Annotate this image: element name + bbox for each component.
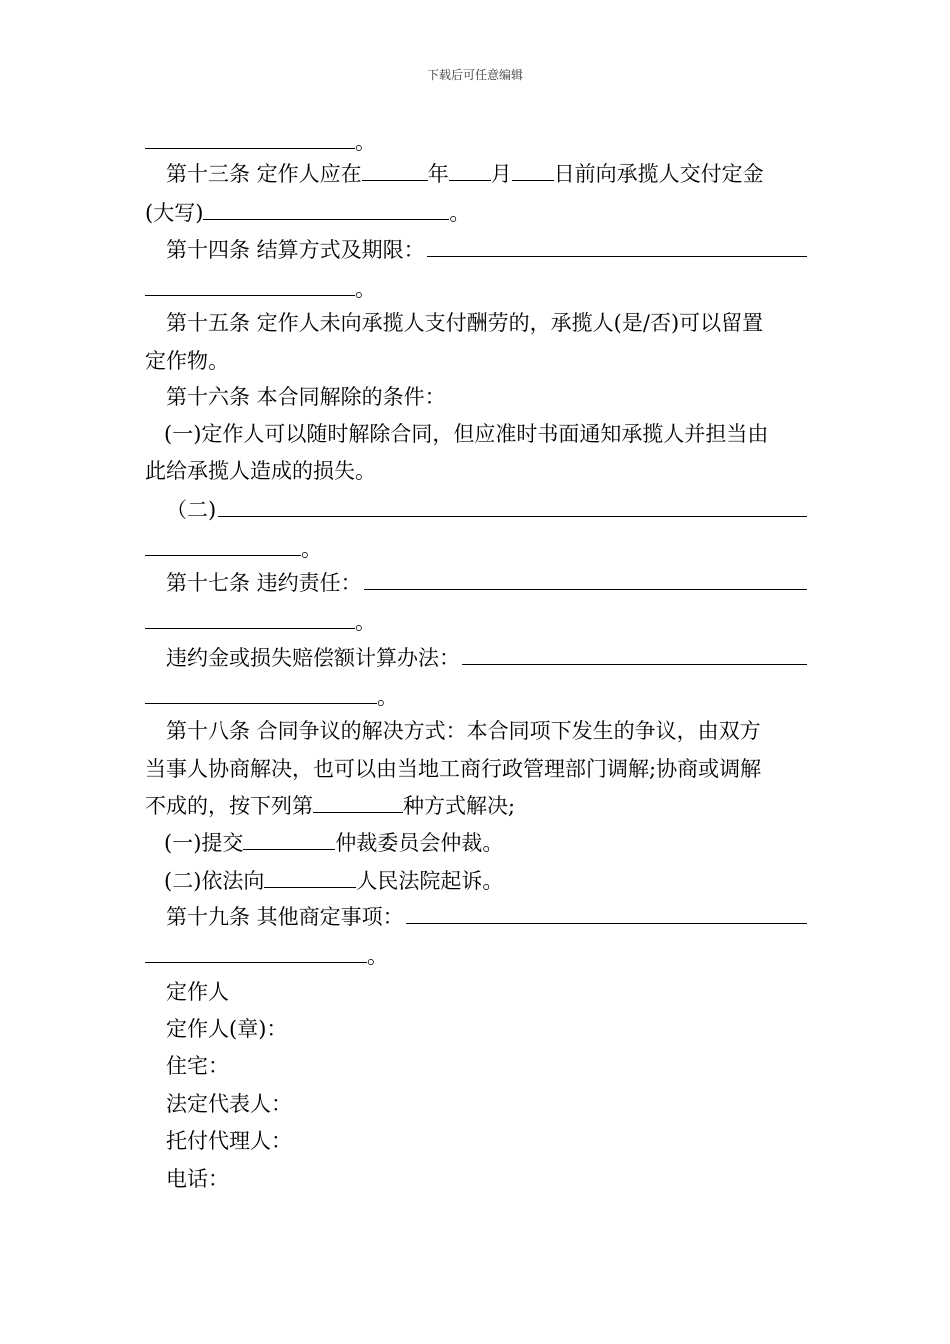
article-13-line1 xyxy=(166,158,807,188)
period: 。 xyxy=(355,277,376,301)
blank-amount xyxy=(203,197,449,220)
blank-penalty xyxy=(462,642,807,665)
article-17-line2 xyxy=(145,606,807,636)
article-15-line2: 定作物。 xyxy=(145,349,229,373)
blank-settlement xyxy=(427,234,807,257)
month-label: 月 xyxy=(490,162,512,186)
article-14-line1 xyxy=(166,234,807,264)
article-13-text: 第十三条 定作人应在 xyxy=(166,162,362,186)
blank-court xyxy=(264,865,356,888)
article-17-text: 第十七条 违约责任： xyxy=(166,571,362,595)
penalty-calc-line2 xyxy=(145,681,807,711)
blank-field xyxy=(145,533,301,556)
article-15-line1: 第十五条 定作人未向承揽人支付酬劳的，承揽人(是/否)可以留置 xyxy=(166,311,764,335)
article-13-line2 xyxy=(145,197,807,227)
article-18-text: 不成的，按下列第 xyxy=(145,794,313,818)
penalty-calc-text: 违约金或损失赔偿额计算办法： xyxy=(166,646,460,670)
article-18-option1 xyxy=(164,827,807,857)
blank-liability xyxy=(364,567,807,590)
article-18-line2: 当事人协商解决，也可以由当地工商行政管理部门调解;协商或调解 xyxy=(145,757,762,781)
article-16-item2-line2 xyxy=(145,533,807,563)
article-18-option2 xyxy=(164,865,807,895)
signature-seal: 定作人(章)： xyxy=(166,1017,288,1041)
signature-address: 住宅： xyxy=(166,1054,229,1078)
article-14-text: 第十四条 结算方式及期限： xyxy=(166,238,425,262)
article-16-item1-line1: (一)定作人可以随时解除合同，但应准时书面通知承揽人并担当由 xyxy=(164,422,769,446)
signature-agent: 托付代理人： xyxy=(166,1129,292,1153)
period: 。 xyxy=(449,201,471,225)
year-label: 年 xyxy=(427,162,449,186)
blank-method-number xyxy=(313,790,403,813)
article-14-line2 xyxy=(145,273,807,303)
blank-year xyxy=(362,158,428,181)
blank-month xyxy=(449,158,491,181)
article-17-line1 xyxy=(166,567,807,597)
item-2-label: （二) xyxy=(166,498,217,522)
option-1-text-end: 仲裁委员会仲裁。 xyxy=(335,831,504,855)
option-1-text: (一)提交 xyxy=(164,831,244,855)
signature-phone: 电话： xyxy=(166,1167,229,1191)
article-18-line3 xyxy=(145,790,807,820)
period: 。 xyxy=(377,685,398,709)
blank-other-matters xyxy=(406,901,807,924)
article-19-text: 第十九条 其他商定事项： xyxy=(166,905,404,929)
blank-field xyxy=(145,606,355,629)
penalty-calc-line1 xyxy=(166,642,807,672)
signature-party: 定作人 xyxy=(166,980,229,1004)
period: 。 xyxy=(355,130,376,154)
blank-condition xyxy=(218,494,807,517)
blank-arbitration xyxy=(243,827,335,850)
blank-field xyxy=(145,940,367,963)
article-16-item1-line2: 此给承揽人造成的损失。 xyxy=(145,459,376,483)
article-19-line2 xyxy=(145,940,807,970)
article-16-item2-line1 xyxy=(166,494,807,524)
period: 。 xyxy=(367,944,388,968)
article-16-title: 第十六条 本合同解除的条件： xyxy=(166,385,446,409)
article-19-line1 xyxy=(166,901,807,931)
article-13-text-end: 日前向承揽人交付定金 xyxy=(553,162,764,186)
option-2-text-end: 人民法院起诉。 xyxy=(356,869,504,893)
blank-field xyxy=(145,126,355,149)
amount-capital-label: (大写) xyxy=(145,201,204,225)
blank-field xyxy=(145,681,377,704)
page-header: 下载后可任意编辑 xyxy=(426,68,523,82)
period: 。 xyxy=(355,610,376,634)
blank-day xyxy=(512,158,554,181)
blank-field xyxy=(145,273,355,296)
period: 。 xyxy=(301,537,322,561)
option-2-text: (二)依法向 xyxy=(164,869,265,893)
signature-legal-rep: 法定代表人： xyxy=(166,1092,292,1116)
article-18-text-end: 种方式解决; xyxy=(403,794,516,818)
article-18-line1: 第十八条 合同争议的解决方式：本合同项下发生的争议，由双方 xyxy=(166,719,761,743)
blank-line-continuation xyxy=(145,126,807,156)
